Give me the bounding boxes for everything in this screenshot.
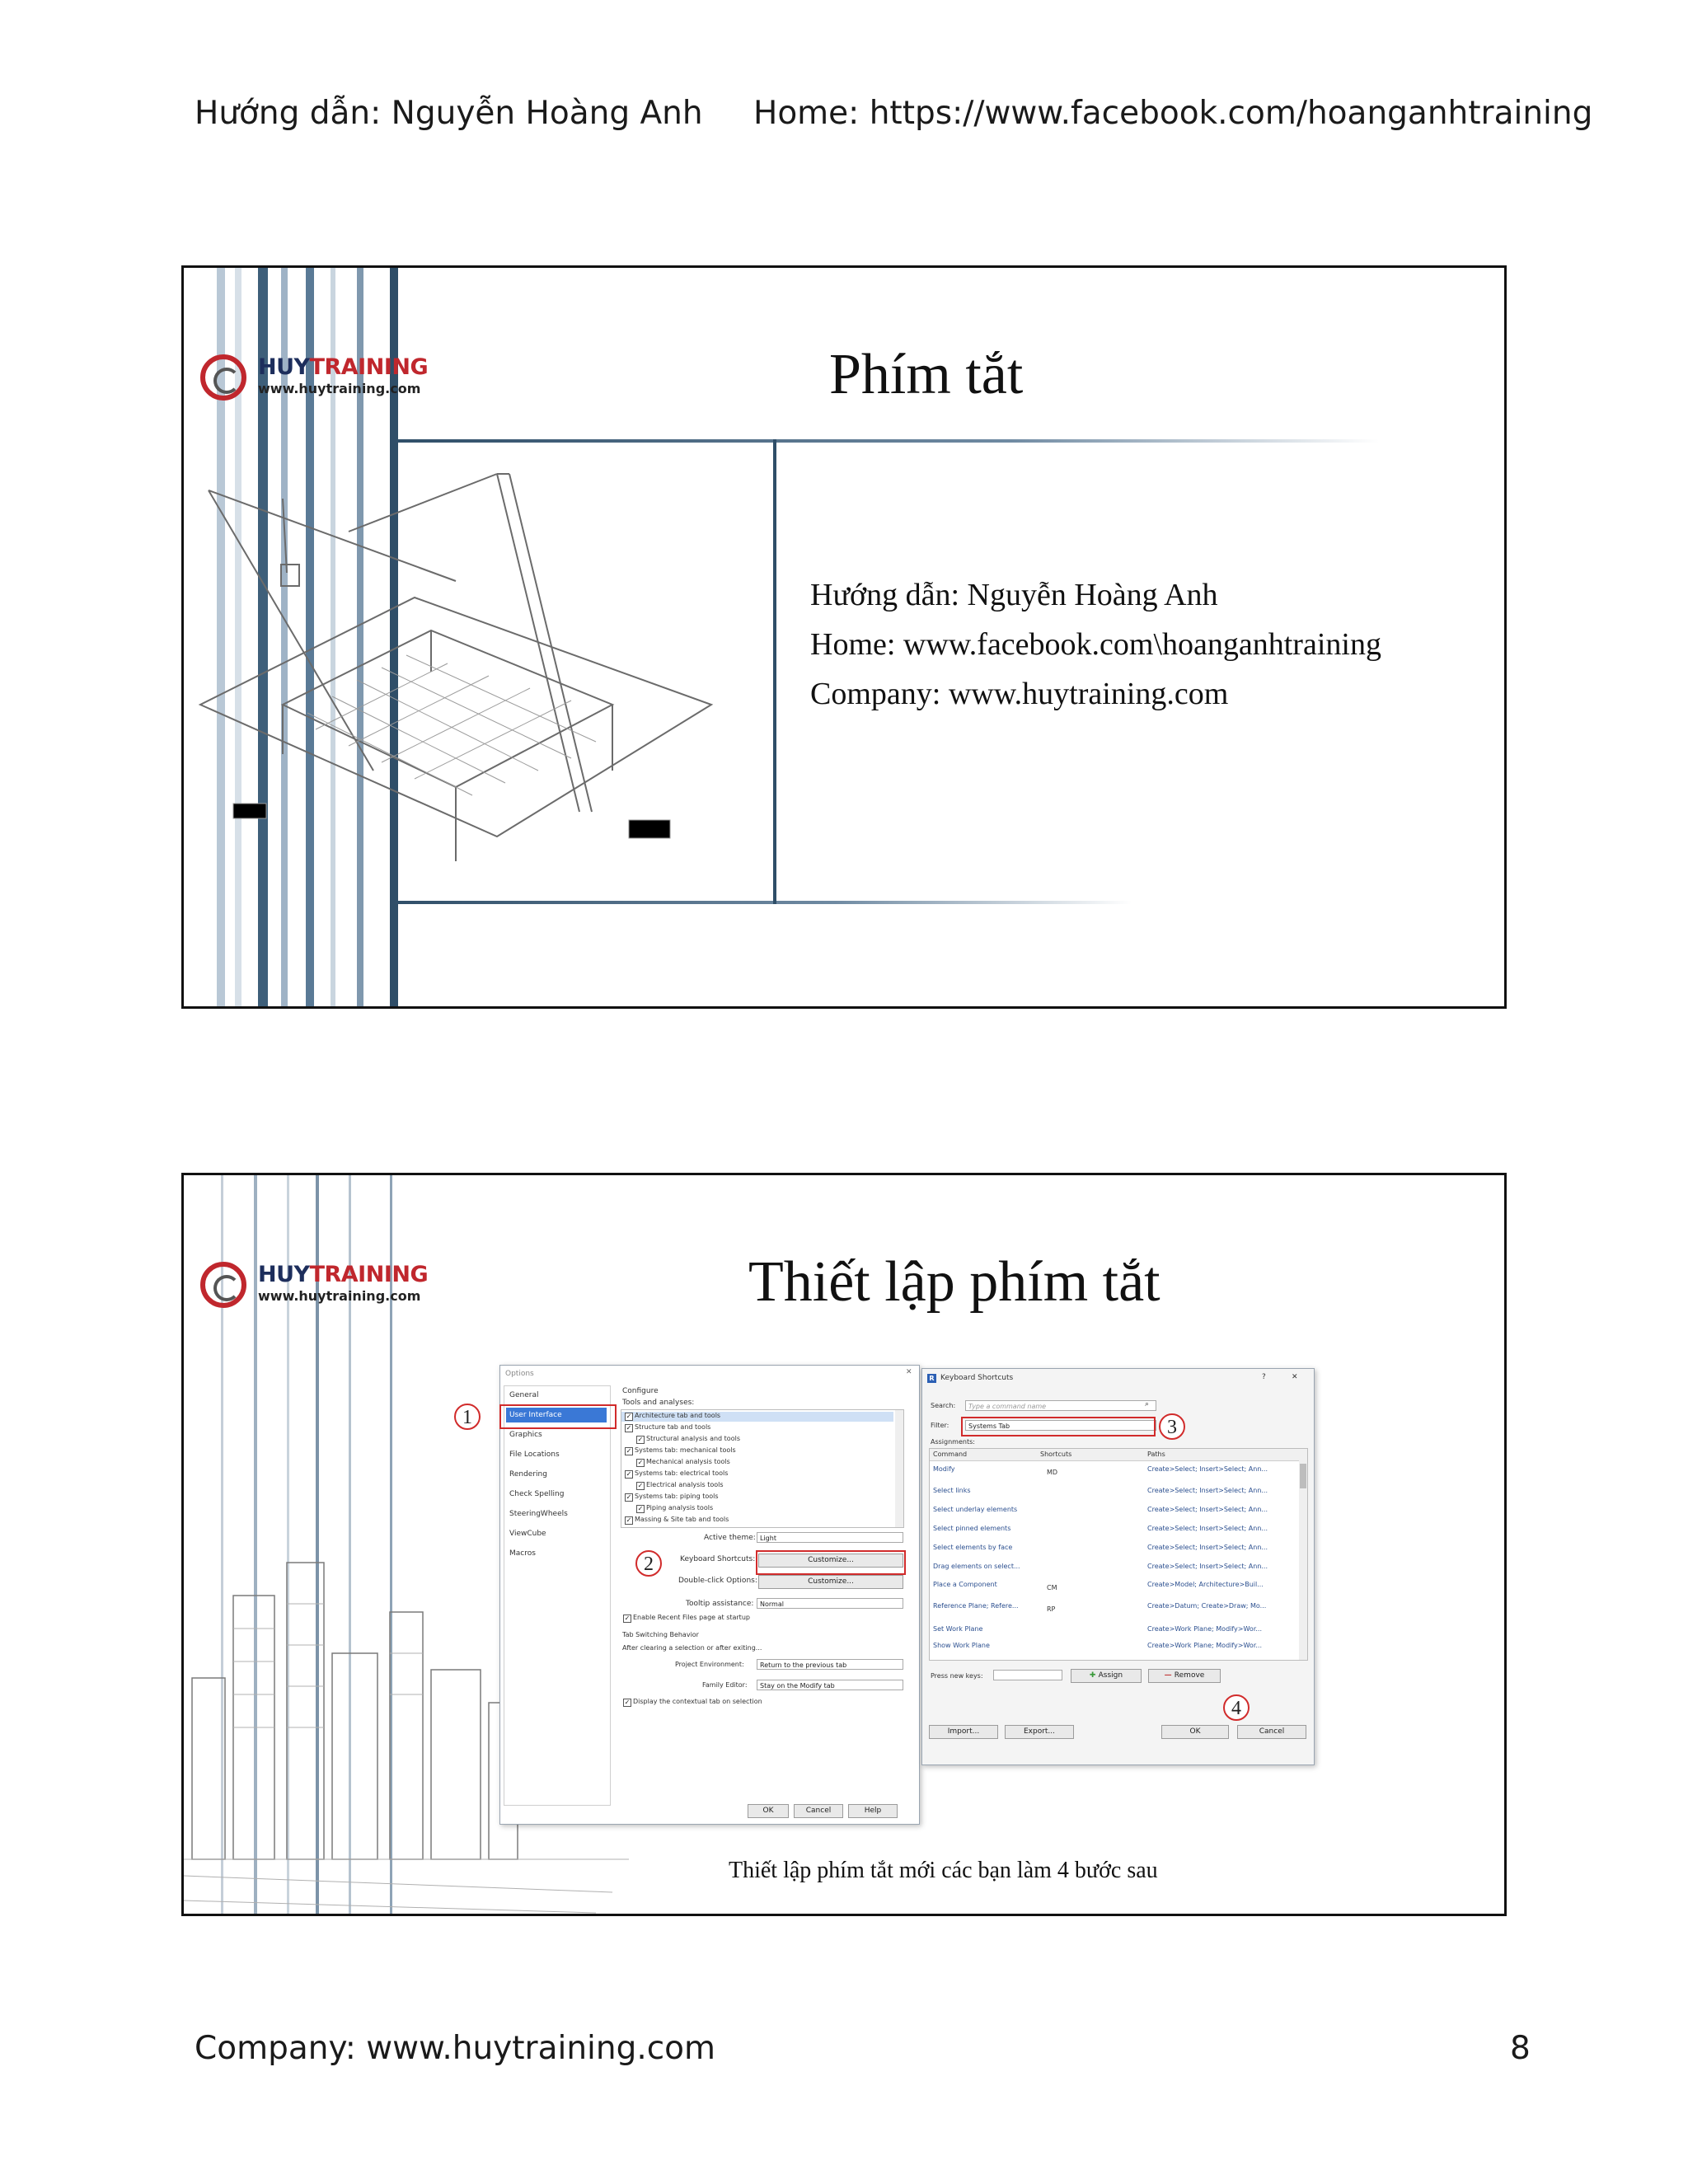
step-marker-1: 1 — [454, 1404, 481, 1430]
nav-user-interface-selected[interactable]: User Interface — [506, 1408, 607, 1422]
export-button[interactable]: Export... — [1005, 1725, 1074, 1739]
options-cancel-button[interactable]: Cancel — [794, 1804, 843, 1818]
highlight-keyboard-customize — [756, 1550, 906, 1575]
decor-line — [390, 439, 1507, 443]
scrollbar[interactable] — [895, 1410, 903, 1527]
tooltip-label: Tooltip assistance: — [686, 1600, 754, 1608]
logo-mark-icon — [200, 1262, 246, 1308]
nav-rendering[interactable]: Rendering — [509, 1470, 547, 1479]
tools-list[interactable]: ✓ Architecture tab and tools ✓ Structure tab and tools ✓ Structural analysis and tools ✓ Systems tab: mechanical tools ✓ Mechanical analysis tools ✓ Systems tab: electrical tools ✓ Electrical analysis tools ✓ Systems tab: piping tools ✓ Piping analysis tools ✓ Massing & Site tab and tools — [621, 1409, 904, 1528]
info-company: Company: www.huytraining.com — [810, 677, 1229, 711]
options-title: Options — [505, 1370, 534, 1378]
checkbox[interactable]: ✓ — [626, 1493, 632, 1501]
press-new-keys-label: Press new keys: — [931, 1672, 983, 1680]
nav-file-locations[interactable]: File Locations — [509, 1451, 560, 1459]
assignments-table: Command Shortcuts Paths Modify MD Create>Select; Insert>Select; Ann... Select links Create>Select; Insert>Select; Ann... Select underlay elements Create>Select; Insert>Select; Ann... Select pinned elements Create>Select; Insert>Select; Ann... Select elements by face Create>Select; Insert>Select; Ann... Drag elements on select... Create>Select; Insert>Select; Ann... Place a Component CM Create>Model; Architecture>Buil... Reference Plane; Refere... RP Create>Datum; Create>Draw; Mo... Set Work Plane Create>Work Plane; Modify>Wor... Show Work Plane Create>Work Plane; Modify>Wor... — [929, 1448, 1308, 1661]
huytraining-logo — [200, 1262, 439, 1319]
highlight-filter — [961, 1417, 1156, 1436]
logo-url: www.huytraining.com — [258, 1288, 421, 1304]
tab-switching-heading: Tab Switching Behavior — [622, 1631, 699, 1638]
import-button[interactable]: Import... — [929, 1725, 998, 1739]
tools-label: Tools and analyses: — [622, 1399, 695, 1407]
filter-label: Filter: — [931, 1422, 950, 1429]
checkbox[interactable]: ✓ — [637, 1436, 644, 1443]
shortcuts-ok-button[interactable]: OK — [1161, 1725, 1229, 1739]
nav-macros[interactable]: Macros — [509, 1549, 536, 1558]
slide-caption: Thiết lập phím tắt mới các bạn làm 4 bước sau — [729, 1858, 1158, 1883]
column-header-shortcuts[interactable]: Shortcuts — [1040, 1451, 1072, 1458]
nav-graphics[interactable]: Graphics — [509, 1431, 542, 1439]
close-icon[interactable]: ✕ — [906, 1368, 912, 1376]
search-icon: ⌕ — [1145, 1400, 1150, 1408]
close-icon[interactable]: ✕ — [1292, 1373, 1298, 1381]
tooltip-select[interactable]: Normal — [757, 1598, 903, 1609]
recent-files-checkbox[interactable]: ✓ — [624, 1615, 631, 1622]
step-marker-4: 4 — [1223, 1694, 1250, 1721]
nav-viewcube[interactable]: ViewCube — [509, 1530, 546, 1538]
header-home: Home: https://www.facebook.com/hoanganhtraining — [753, 95, 1593, 132]
slide-heading: Thiết lập phím tắt — [748, 1250, 1160, 1314]
slide-title-heading: Phím tắt — [829, 343, 1024, 406]
checkbox[interactable]: ✓ — [626, 1413, 632, 1420]
nav-steeringwheels[interactable]: SteeringWheels — [509, 1510, 568, 1518]
after-clearing-label: After clearing a selection or after exiting... — [622, 1644, 762, 1652]
remove-button[interactable]: — Remove — [1148, 1669, 1221, 1683]
project-env-select[interactable]: Return to the previous tab — [757, 1659, 903, 1670]
shortcuts-title: Keyboard Shortcuts — [940, 1374, 1014, 1382]
logo-url: www.huytraining.com — [258, 381, 421, 396]
checkbox[interactable]: ✓ — [637, 1459, 644, 1466]
construction-sketch-illustration — [184, 457, 777, 902]
logo-brand: HUYTRAINING — [258, 354, 429, 380]
checkbox[interactable]: ✓ — [637, 1505, 644, 1512]
contextual-tab-label: Display the contextual tab on selection — [633, 1698, 762, 1705]
step-marker-3: 3 — [1159, 1413, 1185, 1440]
header-instructor: Hướng dẫn: Nguyễn Hoàng Anh — [195, 95, 703, 132]
double-click-customize-button[interactable]: Customize... — [758, 1575, 903, 1589]
family-editor-label: Family Editor: — [702, 1681, 748, 1689]
checkbox[interactable]: ✓ — [637, 1482, 644, 1489]
logo-brand: HUYTRAINING — [258, 1262, 429, 1287]
scrollbar[interactable] — [1299, 1460, 1307, 1660]
highlight-user-interface — [499, 1404, 617, 1429]
family-editor-select[interactable]: Stay on the Modify tab — [757, 1680, 903, 1690]
keyboard-shortcuts-label: Keyboard Shortcuts: — [680, 1555, 756, 1563]
step-marker-2: 2 — [635, 1550, 662, 1577]
column-header-paths[interactable]: Paths — [1147, 1451, 1165, 1458]
minus-icon: — — [1164, 1671, 1175, 1680]
plus-icon: ✚ — [1089, 1671, 1099, 1680]
contextual-tab-checkbox[interactable]: ✓ — [624, 1699, 631, 1706]
keyboard-customize-button[interactable]: Customize... — [758, 1554, 903, 1568]
search-label: Search: — [931, 1402, 956, 1409]
slide-shortcut-setup — [181, 1173, 1507, 1916]
assign-button[interactable]: ✚ Assign — [1071, 1669, 1142, 1683]
options-dialog — [499, 1365, 920, 1825]
nav-check-spelling[interactable]: Check Spelling — [509, 1490, 565, 1498]
shortcuts-cancel-button[interactable]: Cancel — [1237, 1725, 1306, 1739]
options-help-button[interactable]: Help — [848, 1804, 898, 1818]
help-icon[interactable]: ? — [1262, 1373, 1266, 1381]
column-header-command[interactable]: Command — [933, 1451, 968, 1458]
new-keys-input[interactable] — [993, 1670, 1062, 1680]
active-theme-select[interactable]: Light — [757, 1532, 903, 1543]
recent-files-label: Enable Recent Files page at startup — [633, 1614, 750, 1621]
info-home: Home: www.facebook.com\hoanganhtraining — [810, 627, 1381, 662]
command-search-input[interactable]: Type a command name — [965, 1400, 1156, 1411]
logo-mark-icon — [200, 354, 246, 401]
revit-app-icon: R — [927, 1374, 936, 1383]
checkbox[interactable]: ✓ — [626, 1516, 632, 1524]
options-nav — [504, 1385, 611, 1806]
checkbox[interactable]: ✓ — [626, 1424, 632, 1432]
filter-select[interactable]: Systems Tab — [965, 1420, 1156, 1431]
project-env-label: Project Environment: — [675, 1661, 744, 1668]
info-instructor: Hướng dẫn: Nguyễn Hoàng Anh — [810, 578, 1218, 612]
options-ok-button[interactable]: OK — [748, 1804, 789, 1818]
active-theme-label: Active theme: — [704, 1534, 756, 1542]
footer-company: Company: www.huytraining.com — [195, 2030, 716, 2067]
assignments-label: Assignments: — [931, 1438, 975, 1446]
double-click-label: Double-click Options: — [678, 1577, 757, 1585]
checkbox[interactable]: ✓ — [626, 1447, 632, 1455]
page-number: 8 — [1510, 2030, 1531, 2067]
slide-title — [181, 265, 1507, 1009]
huytraining-logo — [200, 354, 439, 412]
configure-heading: Configure — [622, 1387, 659, 1395]
nav-general[interactable]: General — [509, 1391, 539, 1399]
checkbox[interactable]: ✓ — [626, 1470, 632, 1478]
